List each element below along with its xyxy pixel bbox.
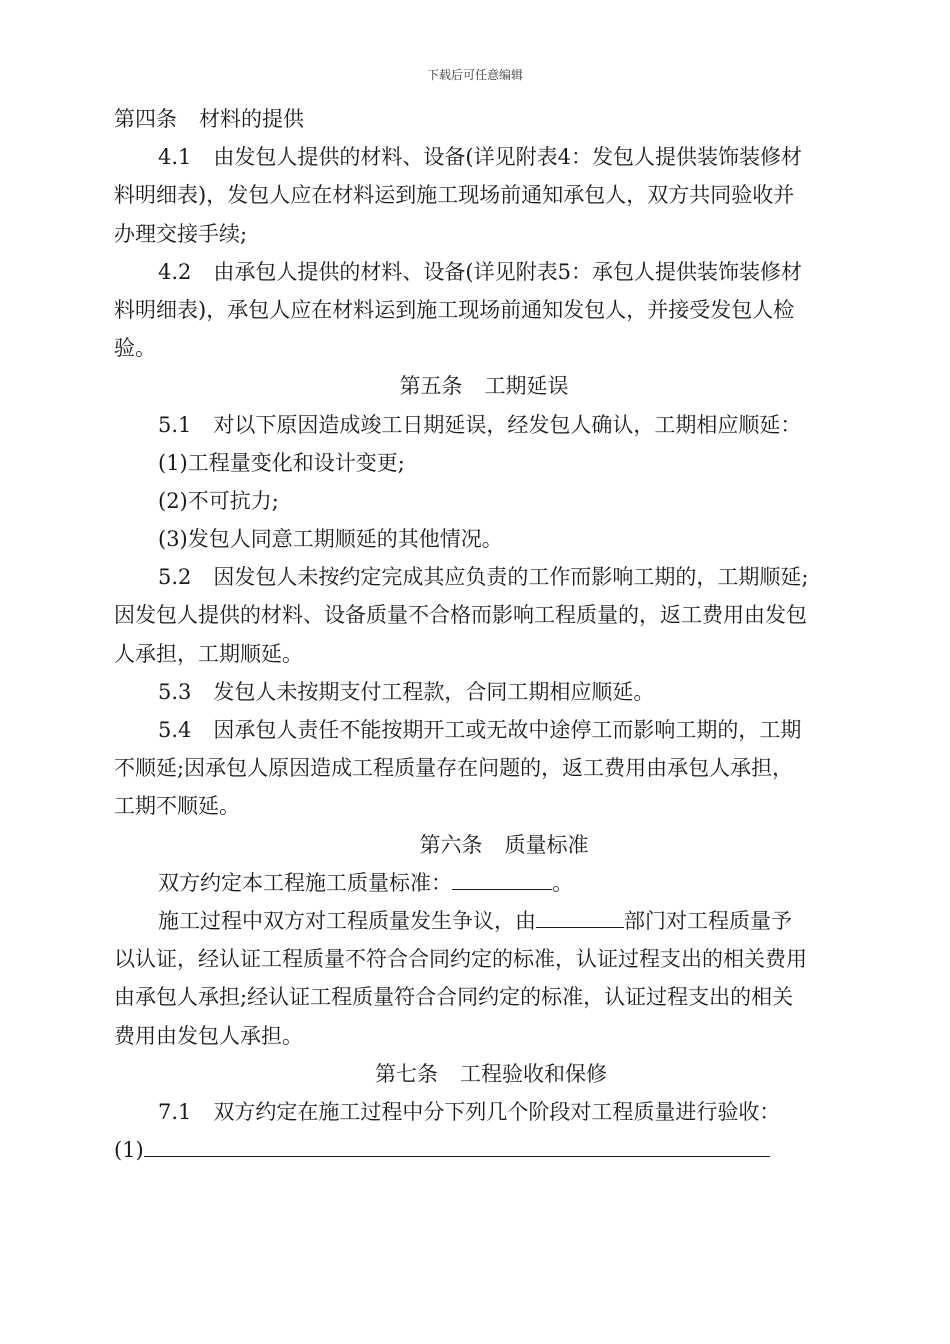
article-7-number: 第七条: [375, 1061, 438, 1086]
clause-7-1-line-1: [114, 1093, 854, 1131]
clause-5-4-line-2: 不顺延;因承包人原因造成工程质量存在问题的，返工费用由承包人承担，: [114, 756, 794, 781]
article-7-title: 工程验收和保修: [460, 1061, 607, 1086]
quality-standard-end: 。: [552, 870, 573, 895]
clause-4-1-line-2: 料明细表)，发包人应在材料运到施工现场前通知承包人，双方共同验收并: [114, 183, 795, 208]
clause-4-1-number: 4.1: [158, 145, 192, 170]
clause-4-2-number: 4.2: [158, 259, 192, 284]
clause-7-1-number: 7.1: [158, 1099, 192, 1124]
clause-4-1-line-3: 办理交接手续;: [114, 221, 248, 246]
clause-5-2-line-2: 因发包人提供的材料、设备质量不合格而影响工程质量的，返工费用由发包: [114, 603, 807, 628]
clause-5-4-line-1: [114, 711, 854, 749]
quality-standard-blank[interactable]: [452, 865, 552, 890]
acceptance-stage-1-label: (1): [114, 1138, 144, 1163]
clause-5-4-number: 5.4: [158, 718, 192, 742]
clause-5-2-text: 因发包人未按约定完成其应负责的工作而影响工期的，工期顺延;: [213, 565, 809, 590]
clause-7-1-text: 双方约定在施工过程中分下列几个阶段对工程质量进行验收：: [213, 1099, 781, 1124]
clause-5-3-text: 发包人未按期支付工程款，合同工期相应顺延。: [213, 679, 655, 704]
list-item-1: (1)工程量变化和设计变更;: [158, 450, 405, 475]
quality-standard-text: 双方约定本工程施工质量标准：: [158, 870, 452, 895]
document-body: [114, 100, 854, 1169]
clause-5-3-line-1: [114, 673, 854, 711]
clause-4-2-line-3: 验。: [114, 336, 156, 361]
clause-4-1-line-1: [114, 138, 854, 176]
clause-5-1-text: 对以下原因造成竣工日期延误，经发包人确认，工期相应顺延：: [213, 412, 802, 437]
clause-5-4-line-3: 工期不顺延。: [114, 794, 240, 819]
dispute-line-3: 由承包人承担;经认证工程质量符合合同约定的标准，认证过程支出的相关: [114, 985, 794, 1010]
acceptance-stage-1-line: [114, 1131, 854, 1169]
dispute-line-2: 以认证，经认证工程质量不符合合同约定的标准，认证过程支出的相关费用: [114, 947, 807, 972]
clause-5-4-text: 因承包人责任不能按期开工或无故中途停工而影响工期的，工期: [213, 718, 802, 742]
clause-4-2-line-2: 料明细表)，承包人应在材料运到施工现场前通知发包人，并接受发包人检: [114, 297, 795, 322]
dispute-line-4: 费用由发包人承担。: [114, 1023, 303, 1048]
article-7-heading: [114, 1055, 854, 1093]
clause-4-2-line-1: [114, 253, 854, 291]
article-4-title: 材料的提供: [199, 107, 304, 131]
article-5-number: 第五条: [399, 374, 463, 399]
dispute-line-1: [114, 902, 854, 940]
list-item-2: (2)不可抗力;: [158, 488, 279, 513]
article-5-title: 工期延误: [484, 374, 569, 399]
clause-4-1-text: 由发包人提供的材料、设备(详见附表4：发包人提供装饰装修材: [213, 145, 802, 170]
article-6-title: 质量标准: [504, 832, 589, 857]
clause-5-3-number: 5.3: [158, 679, 192, 704]
certifying-department-blank[interactable]: [536, 903, 624, 928]
list-item-3: (3)发包人同意工期顺延的其他情况。: [158, 527, 503, 552]
article-4-heading: [114, 100, 854, 138]
clause-5-1-line-1: [114, 406, 854, 444]
header-note: 下载后可任意编辑: [426, 68, 523, 82]
article-4-number: 第四条: [114, 107, 177, 131]
clause-5-1-number: 5.1: [158, 412, 192, 437]
clause-5-2-number: 5.2: [158, 565, 192, 590]
clause-4-2-text: 由承包人提供的材料、设备(详见附表5：承包人提供装饰装修材: [213, 259, 802, 284]
acceptance-stage-1-blank[interactable]: [144, 1132, 770, 1157]
clause-5-2-line-1: [114, 558, 854, 596]
clause-5-2-line-3: 人承担，工期顺延。: [114, 641, 303, 666]
article-6-number: 第六条: [419, 832, 483, 857]
dispute-text-after: 部门对工程质量予: [624, 908, 792, 933]
article-5-heading: [114, 367, 854, 405]
dispute-text-before: 施工过程中双方对工程质量发生争议，由: [158, 908, 536, 933]
article-6-heading: [114, 826, 854, 864]
quality-standard-line: [114, 864, 854, 902]
